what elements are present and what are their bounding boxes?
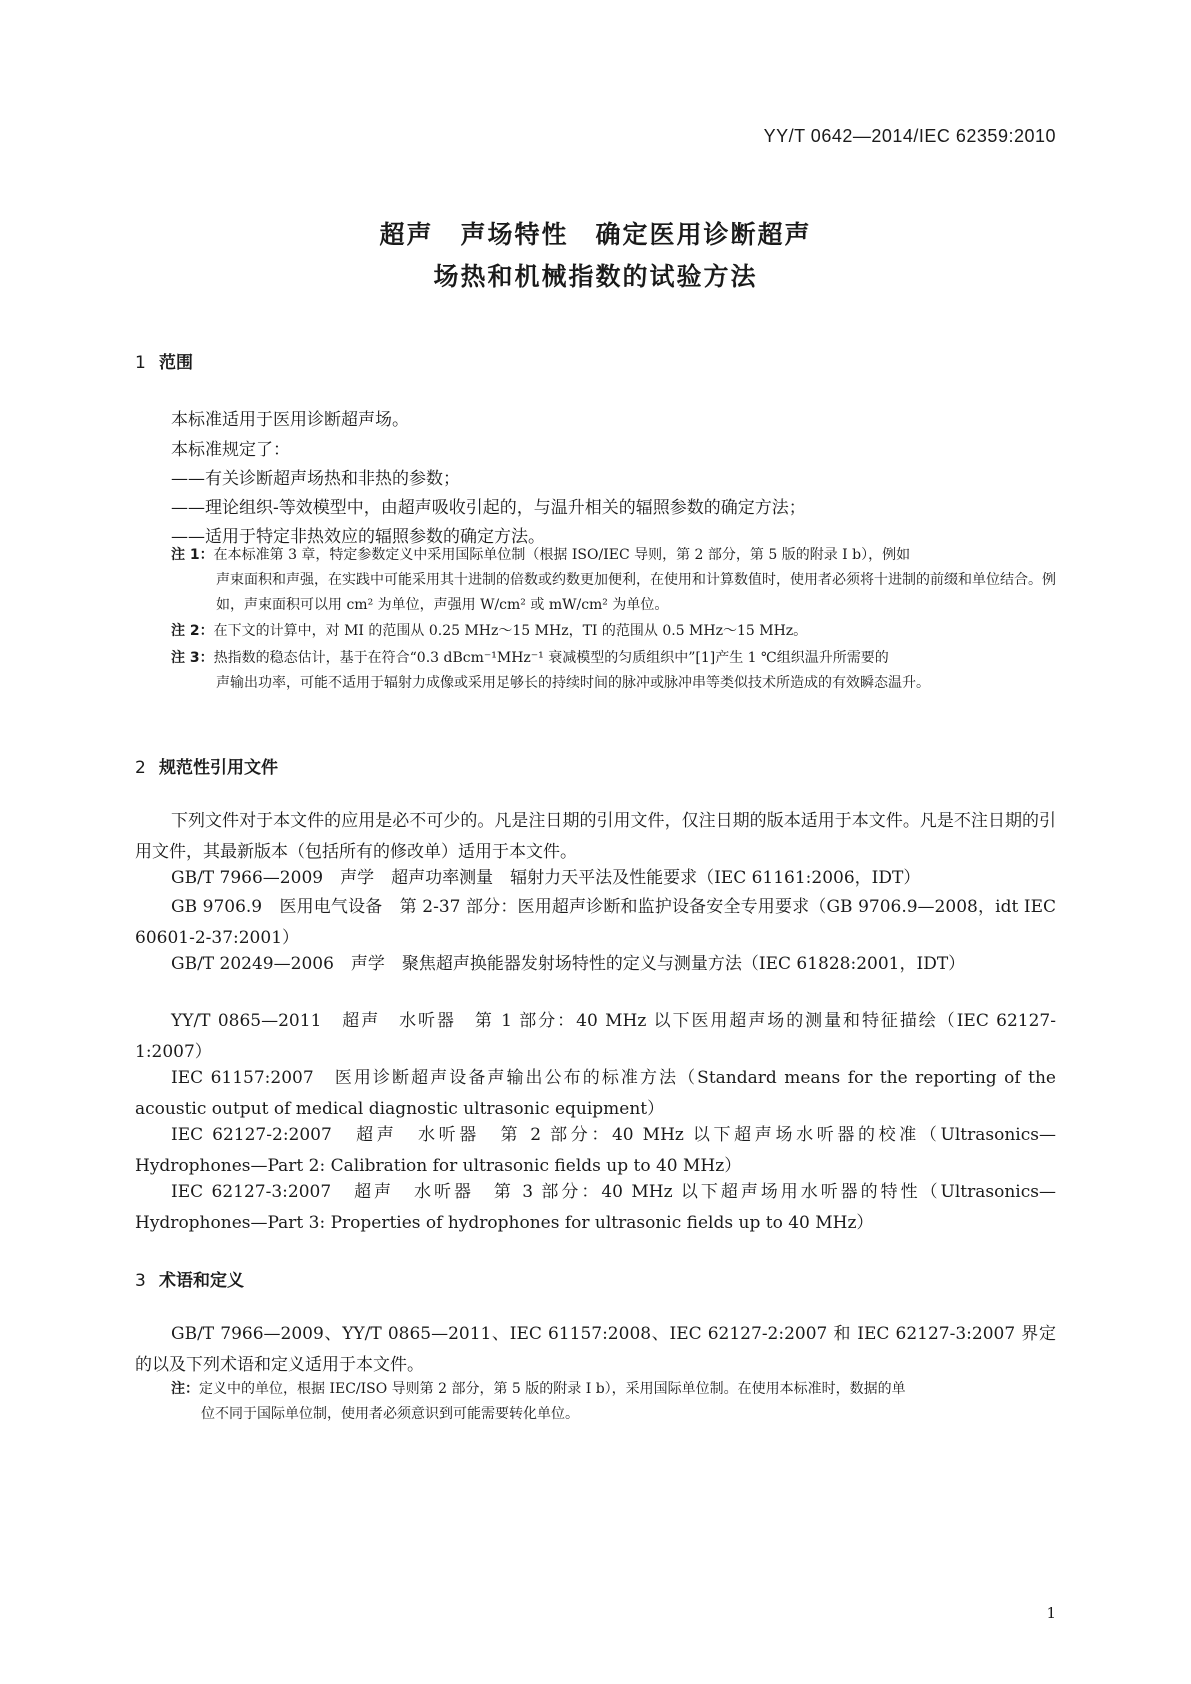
- section3-number: 3: [135, 1271, 146, 1291]
- section1-note-3: [171, 646, 1056, 696]
- reference-item: YY/T 0865—2011 超声 水听器 第 1 部分：40 MHz 以下医用超声场的测量和特征描绘（IEC 62127-1:2007）: [135, 1011, 1056, 1062]
- note-label: 注 3：: [171, 650, 214, 666]
- reference-item: IEC 61157:2007 医用诊断超声设备声输出公布的标准方法（Standard means for the reporting of the acoustic output of medical diagnostic ultrasonic equipment）: [135, 1068, 1056, 1119]
- note-label: 注：: [171, 1381, 199, 1397]
- section3-note: [171, 1377, 1056, 1427]
- section2-title: 规范性引用文件: [159, 758, 278, 778]
- section1-title: 范围: [159, 353, 193, 373]
- standard-code: YY/T 0642—2014/IEC 62359:2010: [763, 126, 1056, 146]
- note-label: 注 2：: [171, 623, 214, 639]
- section1-number: 1: [135, 353, 146, 373]
- reference-item: GB/T 20249—2006 声学 聚焦超声换能器发射场特性的定义与测量方法（IEC 61828:2001，IDT）: [171, 954, 966, 974]
- section1-note-2: [171, 619, 1056, 644]
- section2-heading: [135, 753, 278, 778]
- section2-paragraph: 下列文件对于本文件的应用是必不可少的。凡是注日期的引用文件，仅注日期的版本适用于本文件。凡是不注日期的引用文件，其最新版本（包括所有的修改单）适用于本文件。: [135, 811, 1056, 862]
- document-title-line1: 超声 声场特性 确定医用诊断超声: [379, 220, 812, 249]
- section1-line: 本标准适用于医用诊断超声场。: [171, 410, 409, 430]
- section1-note-1: [171, 543, 1056, 618]
- note-text: 热指数的稳态估计，基于在符合“0.3 dBcm⁻¹MHz⁻¹ 衰减模型的匀质组织中”[1]产生 1 ℃组织温升所需要的: [213, 650, 889, 666]
- note-text-continued: 位不同于国际单位制，使用者必须意识到可能需要转化单位。: [201, 1406, 579, 1422]
- section3-paragraph: GB/T 7966—2009、YY/T 0865—2011、IEC 61157:2008、IEC 62127-2:2007 和 IEC 62127-3:2007 界定的以及下列术语和定义适用于本文件。: [135, 1324, 1056, 1375]
- note-label: 注 1：: [171, 547, 214, 563]
- reference-item: GB/T 7966—2009 声学 超声功率测量 辐射力天平法及性能要求（IEC 61161:2006，IDT）: [171, 868, 921, 888]
- section1-line: ——有关诊断超声场热和非热的参数；: [171, 469, 460, 489]
- section1-line: 本标准规定了：: [171, 440, 290, 460]
- section1-line: ——适用于特定非热效应的辐照参数的确定方法。: [171, 527, 545, 547]
- reference-item: GB 9706.9 医用电气设备 第 2-37 部分：医用超声诊断和监护设备安全专用要求（GB 9706.9—2008，idt IEC 60601-2-37:2001）: [135, 897, 1056, 948]
- note-text-continued: 声输出功率，可能不适用于辐射力成像或采用足够长的持续时间的脉冲或脉冲串等类似技术所造成的有效瞬态温升。: [216, 675, 930, 691]
- note-text-continued: 声束面积和声强，在实践中可能采用其十进制的倍数或约数更加便利，在使用和计算数值时，使用者必须将十进制的前缀和单位结合。例如，声束面积可以用 cm² 为单位，声强用 W/cm² 或 mW/cm² 为单位。: [216, 572, 1056, 613]
- note-text: 在下文的计算中，对 MI 的范围从 0.25 MHz～15 MHz，TI 的范围从 0.5 MHz～15 MHz。: [213, 623, 808, 639]
- section1-heading: [135, 348, 193, 373]
- reference-item: IEC 62127-2:2007 超声 水听器 第 2 部分：40 MHz 以下超声场水听器的校准（Ultrasonics—Hydrophones—Part 2: Calibration for ultrasonic fields up to 40 MHz）: [135, 1125, 1056, 1176]
- document-title-line2: 场热和机械指数的试验方法: [433, 262, 758, 291]
- section3-heading: [135, 1266, 244, 1291]
- page-number: 1: [1046, 1604, 1056, 1622]
- reference-item: IEC 62127-3:2007 超声 水听器 第 3 部分：40 MHz 以下超声场用水听器的特性（Ultrasonics—Hydrophones—Part 3: Properties of hydrophones for ultrasonic fields up to 40 MHz）: [135, 1182, 1056, 1233]
- note-text: 定义中的单位，根据 IEC/ISO 导则第 2 部分，第 5 版的附录 Ⅰ b），采用国际单位制。在使用本标准时，数据的单: [199, 1381, 906, 1397]
- section2-number: 2: [135, 758, 146, 778]
- note-text: 在本标准第 3 章，特定参数定义中采用国际单位制（根据 ISO/IEC 导则，第 2 部分，第 5 版的附录 Ⅰ b），例如: [213, 547, 911, 563]
- section1-line: ——理论组织-等效模型中，由超声吸收引起的，与温升相关的辐照参数的确定方法；: [171, 498, 806, 518]
- section3-title: 术语和定义: [159, 1271, 244, 1291]
